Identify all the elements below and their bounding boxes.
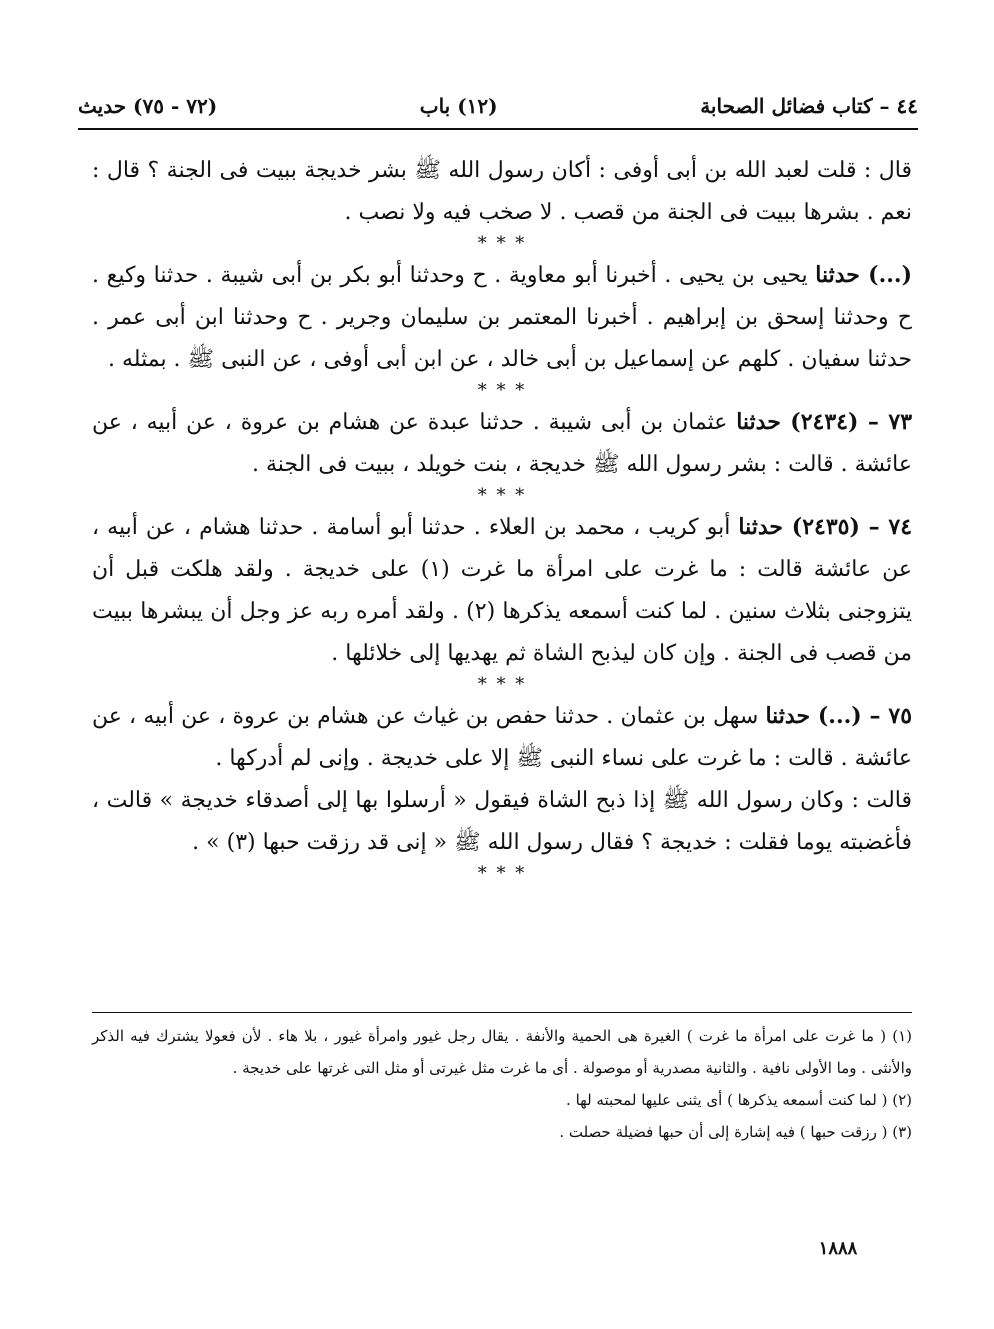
paragraph-5 xyxy=(92,695,912,780)
running-header xyxy=(78,86,918,126)
paragraph-4 xyxy=(92,506,912,675)
header-rule xyxy=(78,128,918,130)
footnote-rule xyxy=(92,1012,912,1013)
separator-stars: * * * xyxy=(477,233,527,254)
page-number: ١٨٨٨ xyxy=(818,1238,858,1259)
hadith-75-text: سهل بن عثمان . حدثنا حفص بن غياث عن هشام بن عروة ، عن أبيه ، عن عائشة . قالت : ما غرت على نساء النبى ﷺ إلا على خديجة . وإنى لم أدركها . xyxy=(92,704,912,771)
paragraph-2 xyxy=(92,254,912,381)
paragraph-2-lead: (...) حدثنا xyxy=(815,262,912,288)
hadith-73-text: عثمان بن أبى شيبة . حدثنا عبدة عن هشام بن عروة ، عن أبيه ، عن عائشة . قالت : بشر رسول الله ﷺ خديجة ، بنت خويلد ، ببيت فى الجنة . xyxy=(92,410,912,477)
separator-stars: * * * xyxy=(477,674,527,695)
footnotes xyxy=(92,1020,912,1148)
paragraph-1: قال : قلت لعبد الله بن أبى أوفى : أكان رسول الله ﷺ بشر خديجة ببيت فى الجنة ؟ قال : نعم . بشرها ببيت فى الجنة من قصب . لا صخب فيه ولا نصب . xyxy=(92,158,912,225)
hadith-text xyxy=(92,150,912,884)
paragraph-2-text: يحيى بن يحيى . أخبرنا أبو معاوية . ح وحدثنا أبو بكر بن أبى شيبة . حدثنا وكيع . ح وحدثنا إسحق بن إبراهيم . أخبرنا المعتمر بن سليمان وجرير . ح وحدثنا ابن أبى عمر . حدثنا سفيان . كلهم عن إسماعيل بن أبى خالد ، عن ابن أبى أوفى ، عن النبى ﷺ . بمثله . xyxy=(92,263,912,372)
hadith-75-lead: ٧٥ – (...) حدثنا xyxy=(765,703,913,729)
footnote-2: (٢) ( لما كنت أسمعه يذكرها ) أى يثنى عليها لمحبته لها . xyxy=(566,1091,912,1109)
footnote-3: (٣) ( رزقت حبها ) فيه إشارة إلى أن حبها فضيلة حصلت . xyxy=(559,1123,912,1141)
separator-stars: * * * xyxy=(477,863,527,884)
header-chapter: (١٢) باب xyxy=(419,94,498,118)
paragraph-6: قالت : وكان رسول الله ﷺ إذا ذبح الشاة فيقول « أرسلوا بها إلى أصدقاء خديجة » قالت ، فأغضبته يوما فقلت : خديجة ؟ فقال رسول الله ﷺ « إنى قد رزقت حبها (٣) » . xyxy=(92,788,912,855)
hadith-74-text: أبو كريب ، محمد بن العلاء . حدثنا أبو أسامة . حدثنا هشام ، عن أبيه ، عن عائشة قالت : ما غرت على امرأة ما غرت (١) على خديجة . ولقد هلكت قبل أن يتزوجنى بثلاث سنين . لما كنت أسمعه يذكرها (٢) . ولقد أمره ربه عز وجل أن يبشرها ببيت من قصب فى الجنة . وإن كان ليذبح الشاة ثم يهديها إلى خلائلها . xyxy=(92,515,913,666)
hadith-73-lead: ٧٣ – (٢٤٣٤) حدثنا xyxy=(736,409,913,435)
separator-stars: * * * xyxy=(477,485,527,506)
paragraph-3 xyxy=(92,401,912,486)
separator-stars: * * * xyxy=(477,380,527,401)
hadith-74-lead: ٧٤ – (٢٤٣٥) حدثنا xyxy=(738,514,913,540)
footnote-1: (١) ( ما غرت على امرأة ما غرت ) الغيرة هى الحمية والأنفة . يقال رجل غيور وامرأة غيور ، بلا هاء . لأن فعولا يشترك فيه الذكر والأنثى . وما الأولى نافية . والثانية مصدرية أو موصولة . أى ما غرت مثل غيرتى أو مثل التى غرتها على خديجة . xyxy=(92,1027,912,1077)
header-hadith-range: (٧٢ - ٧٥) حديث xyxy=(78,94,218,118)
header-book-title: ٤٤ – كتاب فضائل الصحابة xyxy=(700,94,918,118)
